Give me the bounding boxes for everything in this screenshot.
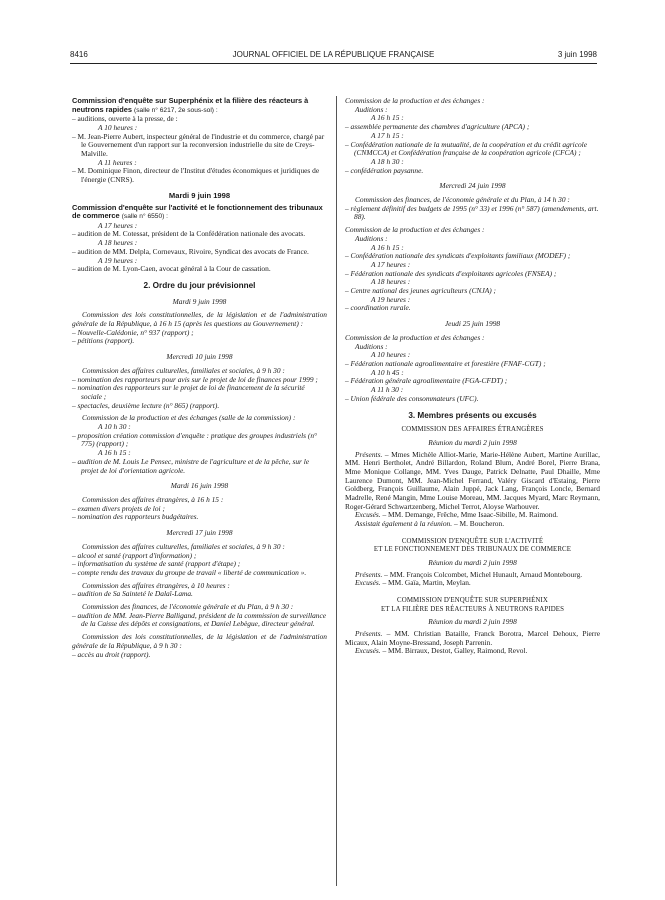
agenda-item: – audition de MM. Delpla, Cornevaux, Rivoire, Syndicat des avocats de France. bbox=[72, 246, 309, 256]
time-line: A 17 heures : bbox=[98, 220, 138, 230]
agenda-item: – assemblée permanente des chambres d'agriculture (APCA) ; bbox=[345, 122, 530, 132]
date-heading: Mercredi 17 juin 1998 bbox=[166, 528, 233, 538]
present-list: Présents. – Mmes Michèle Alliot-Marie, Marie-Hélène Aubert, Martine Aurillac, MM. Henri Bertholet, André Billardon, Roland Blum, André Borel, Pierre Brana, Mme Monique Collange, MM. Yves Dauge, Patrick Delnatte, Paul Dhaille, Mme Laurence Dumont, MM. Jean-Michel Ferrand, Valéry Giscard d'Estaing, Pierre Goldberg, François Guillaume, Alain Juppé, Jack Lang, François Loncle, Bernard Madrelle, René Mangin, Mme Louise Moreau, MM. Jacques Myard, Marc Reymann, Roger-Gérard Schwartzenberg, Michel Terrot, Aloyse Warhouver. bbox=[345, 449, 600, 511]
agenda-item: – nomination des rapporteurs sur le projet de loi de financement de la sécurité sociale ; bbox=[72, 383, 305, 401]
time-line: A 18 heures : bbox=[98, 238, 138, 248]
agenda-item: – Union fédérale des consommateurs (UFC). bbox=[345, 393, 479, 403]
auditions-label: Auditions : bbox=[355, 233, 388, 243]
commission-line: Commission des affaires culturelles, familiales et sociales, à 9 h 30 : bbox=[82, 365, 285, 375]
commission-caps-title: COMMISSION D'ENQUÊTE SUR L'ACTIVITÉ ET LE FONCTIONNEMENT DES TRIBUNAUX DE COMMERCE bbox=[373, 537, 572, 554]
time-line: A 16 h 15 : bbox=[371, 113, 404, 123]
agenda-item: – spectacles, deuxième lecture (n° 865) (rapport). bbox=[72, 400, 220, 410]
column-divider bbox=[336, 96, 337, 886]
meeting-date: Réunion du mardi 2 juin 1998 bbox=[428, 558, 517, 568]
agenda-item: – auditions, ouverte à la presse, de : bbox=[72, 114, 178, 124]
agenda-item: – règlement définitif des budgets de 1995 (n° 33) et 1996 (n° 587) (amendements, art. 88). bbox=[345, 203, 599, 222]
commission-heading: Commission d'enquête sur l'activité et le fonctionnement des tribunaux de commerce (salle n° 6550) : bbox=[72, 202, 323, 221]
time-line: A 19 heures : bbox=[98, 255, 138, 265]
excused-list: Excusés. – MM. Demange, Frêche, Mme Isaac-Sibille, M. Raimond. bbox=[355, 510, 558, 520]
commission-line: Commission de la production et des échanges (salle de la commission) : bbox=[82, 413, 296, 423]
date-heading: Mercredi 10 juin 1998 bbox=[166, 352, 233, 362]
agenda-item: – Centre national des jeunes agriculteurs (CNJA) ; bbox=[345, 286, 497, 296]
date-heading: Mardi 9 juin 1998 bbox=[168, 190, 231, 200]
agenda-item: – audition de MM. Jean-Pierre Balligand, président de la commission de surveillance de la Caisse des dépôts et consignations, et Daniel Lebègue, directeur général. bbox=[72, 610, 327, 629]
agenda-item: – alcool et santé (rapport d'information) ; bbox=[72, 550, 197, 560]
agenda-item: – Fédération nationale des syndicats d'exploitants agricoles (FNSEA) ; bbox=[345, 268, 557, 278]
commission-line: Commission des lois constitutionnelles, de la législation et de l'administration générale de la République, à 16 h 15 (après les questions au Gouvernement) : bbox=[72, 310, 327, 329]
agenda-item: – audition de M. Lyon-Caen, avocat général à la Cour de cassation. bbox=[72, 264, 271, 274]
journal-title: JOURNAL OFFICIEL DE LA RÉPUBLIQUE FRANÇAISE bbox=[232, 50, 435, 59]
agenda-item: – M. Jean-Pierre Aubert, inspecteur général de l'industrie et du commerce, chargé par le Gouvernement d'un rapport sur la reconversion industrielle du site de Creys-Malville. bbox=[72, 131, 325, 158]
time-line: A 16 h 15 : bbox=[371, 242, 404, 252]
agenda-item: – Confédération nationale des syndicats d'exploitants familiaux (MODEF) ; bbox=[345, 251, 571, 261]
present-list: Présents. – MM. Christian Bataille, Franck Borotra, Marcel Dehoux, Pierre Micaux, Alain Moyne-Bressand, Joseph Parrenin. bbox=[345, 629, 600, 647]
commission-line: Commission de la production et des échanges : bbox=[345, 225, 485, 235]
agenda-item: – coordination rurale. bbox=[345, 303, 411, 313]
commission-caps-title: COMMISSION D'ENQUÊTE SUR SUPERPHÉNIX ET LA FILIÈRE DES RÉACTEURS À NEUTRONS RAPIDES bbox=[380, 597, 565, 613]
excused-list: Excusés. – MM. Birraux, Destot, Galley, Raimond, Revol. bbox=[355, 646, 528, 656]
agenda-item: – audition de M. Cotessat, président de la Confédération nationale des avocats. bbox=[72, 229, 306, 239]
agenda-item: – informatisation du système de santé (rapport d'étape) ; bbox=[72, 559, 241, 569]
agenda-item: – nomination des rapporteurs budgétaires. bbox=[72, 512, 199, 522]
time-line: A 17 h 15 : bbox=[371, 130, 404, 140]
time-line: A 19 heures : bbox=[371, 294, 411, 304]
issue-date: 3 juin 1998 bbox=[557, 50, 597, 59]
time-line: A 10 h 30 : bbox=[98, 422, 131, 432]
commission-line: Commission des lois constitutionnelles, de la législation et de l'administration générale de la République, à 9 h 30 : bbox=[72, 632, 327, 650]
agenda-item: – audition de Sa Sainteté le Dalaï-Lama. bbox=[72, 589, 193, 599]
agenda-item: – proposition création commission d'enquête : pratique des groupes industriels (n° 775) (rapport) ; bbox=[72, 430, 317, 449]
auditions-label: Auditions : bbox=[355, 104, 388, 114]
commission-heading: Commission d'enquête sur Superphénix et la filière des réacteurs à neutrons rapides (salle n° 6217, 2e sous-sol) : bbox=[72, 96, 309, 114]
agenda-item: – Confédération nationale de la mutualité, de la coopération et du crédit agricole (CNMCCA) et Confédération française de la coopération agricole (CFCA) ; bbox=[345, 139, 588, 158]
agenda-item: – Nouvelle-Calédonie, n° 937 (rapport) ; bbox=[72, 327, 194, 337]
commission-line: Commission des affaires culturelles, familiales et sociales, à 9 h 30 : bbox=[82, 541, 285, 551]
time-line: A 10 heures : bbox=[98, 122, 138, 132]
agenda-item: – pétitions (rapport). bbox=[72, 336, 135, 346]
agenda-item: – Fédération nationale agroalimentaire et forestière (FNAF-CGT) ; bbox=[345, 358, 546, 368]
page-number: 8416 bbox=[70, 50, 88, 59]
right-column bbox=[345, 97, 600, 656]
time-line: A 11 h 30 : bbox=[371, 385, 404, 395]
commission-line: Commission des finances, de l'économie générale et du Plan, à 9 h 30 : bbox=[82, 602, 294, 612]
agenda-item: – M. Dominique Finon, directeur de l'Institut d'études économiques et juridiques de l'énergie (CNRS). bbox=[72, 166, 320, 185]
agenda-item: – audition de M. Louis Le Pensec, ministre de l'agriculture et de la pêche, sur le projet de loi d'orientation agricole. bbox=[72, 456, 310, 475]
agenda-item: – nomination des rapporteurs pour avis sur le projet de loi de finances pour 1999 ; bbox=[72, 374, 318, 384]
present-list: Présents. – MM. François Colcombet, Michel Hunault, Arnaud Montebourg. bbox=[355, 569, 583, 579]
meeting-date: Réunion du mardi 2 juin 1998 bbox=[428, 437, 517, 447]
time-line: A 18 h 30 : bbox=[371, 156, 404, 166]
time-line: A 10 h 45 : bbox=[371, 367, 404, 377]
agenda-item: – examen divers projets de loi ; bbox=[72, 503, 165, 513]
commission-line: Commission des affaires étrangères, à 10 heures : bbox=[82, 580, 230, 590]
commission-line: Commission de la production et des échanges : bbox=[345, 332, 485, 342]
date-heading: Mardi 9 juin 1998 bbox=[172, 296, 227, 306]
commission-line: Commission de la production et des échanges : bbox=[345, 96, 485, 105]
date-heading: Mercredi 24 juin 1998 bbox=[439, 181, 506, 191]
section-heading: 3. Membres présents ou excusés bbox=[408, 410, 537, 420]
excused-list: Excusés. – MM. Gaïa, Martin, Meylan. bbox=[355, 578, 471, 588]
commission-caps-title: COMMISSION DES AFFAIRES ÉTRANGÈRES bbox=[401, 426, 544, 434]
page-header bbox=[70, 50, 597, 64]
date-heading: Mardi 16 juin 1998 bbox=[170, 481, 229, 491]
agenda-item: – Fédération générale agroalimentaire (FGA-CFDT) ; bbox=[345, 376, 508, 386]
date-heading: Jeudi 25 juin 1998 bbox=[444, 319, 501, 329]
time-line: A 18 heures : bbox=[371, 277, 411, 287]
header-rule bbox=[70, 63, 597, 64]
section-heading: 2. Ordre du jour prévisionnel bbox=[143, 280, 256, 290]
commission-line: Commission des affaires étrangères, à 16 h 15 : bbox=[82, 494, 224, 504]
meeting-date: Réunion du mardi 2 juin 1998 bbox=[428, 617, 517, 627]
agenda-item: – confédération paysanne. bbox=[345, 165, 424, 175]
commission-line: Commission des finances, de l'économie générale et du Plan, à 14 h 30 : bbox=[355, 195, 570, 205]
auditions-label: Auditions : bbox=[355, 341, 388, 351]
time-line: A 11 heures : bbox=[98, 157, 137, 167]
time-line: A 10 heures : bbox=[371, 350, 411, 360]
time-line: A 16 h 15 : bbox=[98, 448, 131, 458]
agenda-item: – compte rendu des travaux du groupe de travail « liberté de communication ». bbox=[72, 567, 307, 577]
left-column bbox=[72, 97, 327, 659]
attendee-note: Assistait également à la réunion. – M. Boucheron. bbox=[355, 519, 505, 529]
time-line: A 17 heures : bbox=[371, 259, 411, 269]
agenda-item: – accès au droit (rapport). bbox=[72, 649, 151, 659]
